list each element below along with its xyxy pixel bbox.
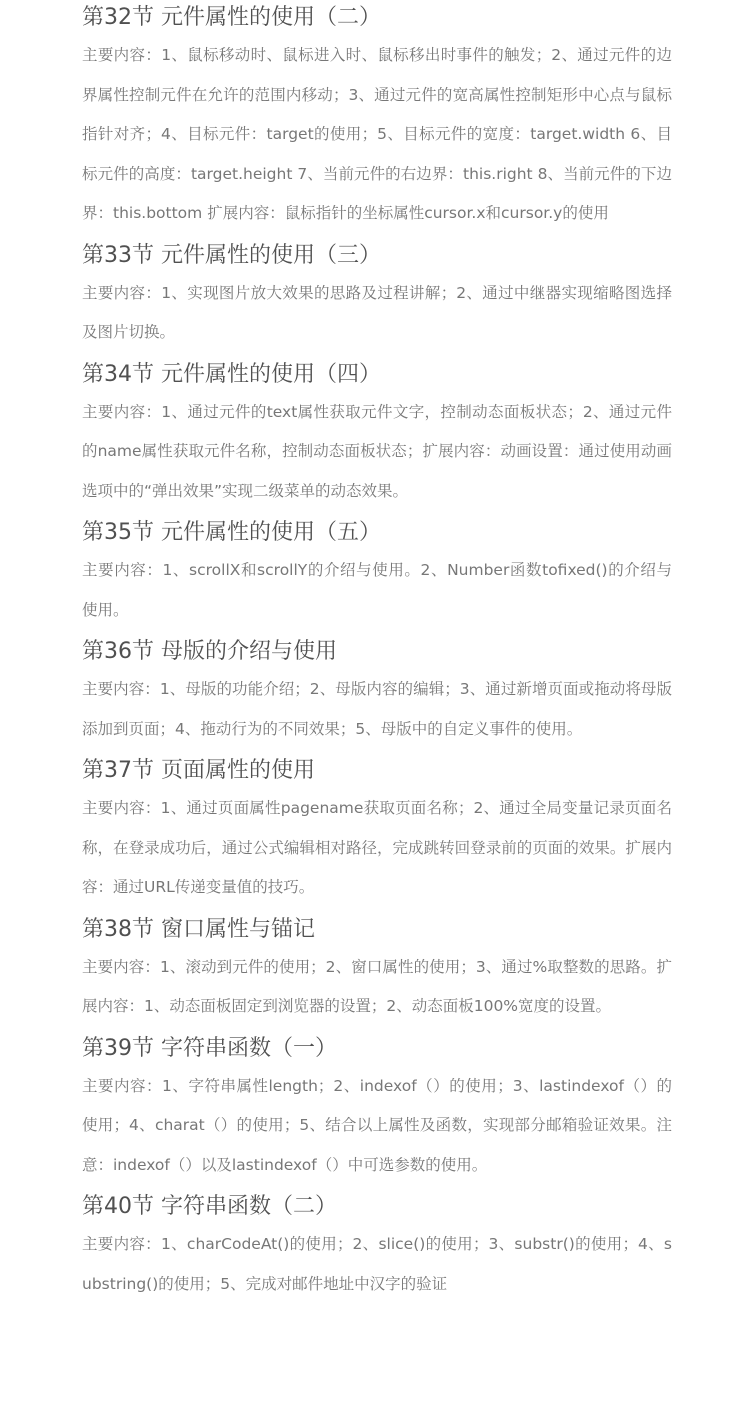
section-title: 第35节 元件属性的使用（五） xyxy=(82,520,381,545)
section-39 xyxy=(82,1031,672,1190)
section-35 xyxy=(82,515,672,634)
section-description: 主要内容：1、滚动到元件的使用；2、窗口属性的使用；3、通过%取整数的思路。扩展内容：1、动态面板固定到浏览器的设置；2、动态面板100%宽度的设置。 xyxy=(82,957,672,1015)
section-title: 第38节 窗口属性与锚记 xyxy=(82,916,315,942)
section-title: 第34节 元件属性的使用（四） xyxy=(82,361,381,387)
section-36 xyxy=(82,634,672,753)
section-description: 主要内容：1、通过页面属性pagename获取页面名称；2、通过全局变量记录页面名称，在登录成功后，通过公式编辑相对路径，完成跳转回登录前的页面的效果。扩展内容：通过URL传递变量值的技巧。 xyxy=(82,799,672,896)
section-description: 主要内容：1、实现图片放大效果的思路及过程讲解；2、通过中继器实现缩略图选择及图片切换。 xyxy=(82,283,672,341)
section-32 xyxy=(82,0,672,238)
section-description: 主要内容：1、scrollX和scrollY的介绍与使用。2、Number函数tofixed()的介绍与使用。 xyxy=(82,561,672,619)
course-outline xyxy=(82,0,672,1308)
section-title: 第40节 字符串函数（二） xyxy=(82,1194,337,1219)
section-description: 主要内容：1、母版的功能介绍；2、母版内容的编辑；3、通过新增页面或拖动将母版添加到页面；4、拖动行为的不同效果；5、母版中的自定义事件的使用。 xyxy=(82,680,672,738)
section-33 xyxy=(82,238,672,357)
section-37 xyxy=(82,753,672,912)
section-description: 主要内容：1、鼠标移动时、鼠标进入时、鼠标移出时事件的触发；2、通过元件的边界属性控制元件在允许的范围内移动；3、通过元件的宽高属性控制矩形中心点与鼠标指针对齐；4、目标元件：target的使用；5、目标元件的宽度：target.width 6、目标元件的高度：target.height 7、当前元件的右边界：this.right 8、当前元件的下边界：this.bottom 扩展内容：鼠标指针的坐标属性cursor.x和cursor.y的使用 xyxy=(82,46,672,222)
section-description: 主要内容：1、通过元件的text属性获取元件文字，控制动态面板状态；2、通过元件的name属性获取元件名称，控制动态面板状态；扩展内容：动画设置：通过使用动画选项中的“弹出效果”实现二级菜单的动态效果。 xyxy=(82,402,672,500)
section-38 xyxy=(82,912,672,1031)
section-description: 主要内容：1、charCodeAt()的使用；2、slice()的使用；3、substr()的使用；4、substring()的使用；5、完成对邮件地址中汉字的验证 xyxy=(82,1235,672,1293)
section-34 xyxy=(82,357,672,516)
section-title: 第39节 字符串函数（一） xyxy=(82,1035,337,1061)
section-title: 第36节 母版的介绍与使用 xyxy=(82,639,337,664)
section-40 xyxy=(82,1189,672,1308)
section-title: 第37节 页面属性的使用 xyxy=(82,758,315,783)
section-title: 第33节 元件属性的使用（三） xyxy=(82,242,381,268)
section-title: 第32节 元件属性的使用（二） xyxy=(82,5,381,30)
section-description: 主要内容：1、字符串属性length；2、indexof（）的使用；3、lastindexof（）的使用；4、charat（）的使用；5、结合以上属性及函数，实现部分邮箱验证效果。注意：indexof（）以及lastindexof（）中可选参数的使用。 xyxy=(82,1076,672,1174)
